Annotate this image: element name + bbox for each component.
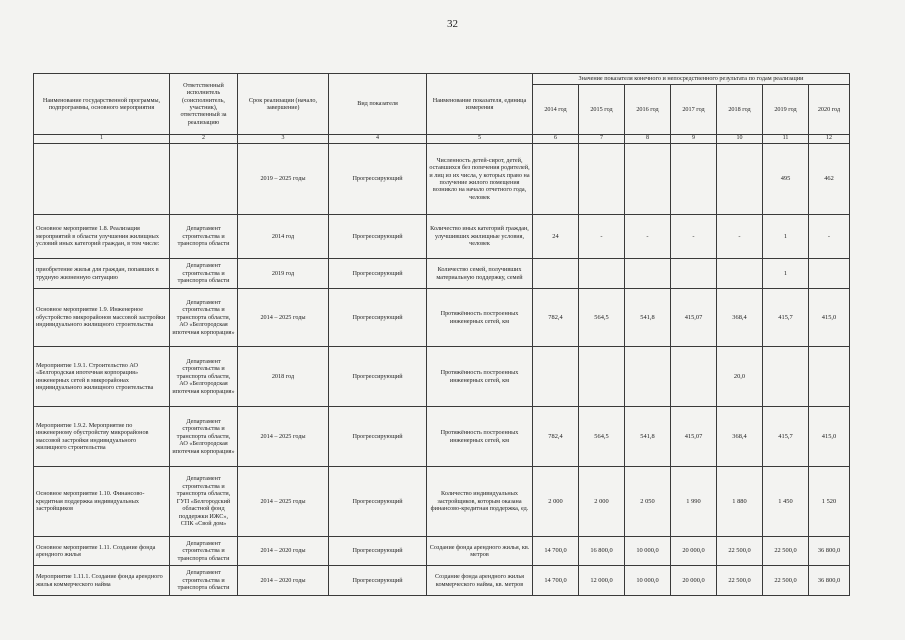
value-cell: 12 000,0: [579, 566, 625, 596]
value-cell: [671, 144, 717, 215]
value-cell: 368,4: [717, 407, 763, 467]
value-cell: 415,07: [671, 407, 717, 467]
value-cell: [671, 259, 717, 289]
value-cell: 415,07: [671, 289, 717, 347]
value-cell: 415,7: [763, 407, 809, 467]
page-number: 32: [447, 18, 458, 30]
table-row: [34, 537, 850, 566]
term: 2019 год: [238, 259, 329, 289]
indicator-name: Численность детей-сирот, детей, оставшихся без попечения родителей, и лиц из их числа, у которых право на получение жилого помещения возникло на начало отчетного года, человек: [427, 144, 533, 215]
executor: Департамент строительства и транспорта области: [170, 537, 238, 566]
value-cell: [671, 347, 717, 407]
value-cell: 782,4: [533, 407, 579, 467]
table-row: [34, 259, 850, 289]
column-number: 4: [329, 135, 427, 144]
indicator-kind: Прогрессирующий: [329, 537, 427, 566]
value-cell: 415,7: [763, 289, 809, 347]
term: 2014 – 2025 годы: [238, 467, 329, 537]
table-row: [34, 467, 850, 537]
value-cell: 368,4: [717, 289, 763, 347]
term: 2019 – 2025 годы: [238, 144, 329, 215]
value-cell: 22 500,0: [763, 566, 809, 596]
term: 2014 – 2025 годы: [238, 289, 329, 347]
value-cell: 14 700,0: [533, 537, 579, 566]
column-number: 11: [763, 135, 809, 144]
column-number: 1: [34, 135, 170, 144]
value-cell: 2 000: [579, 467, 625, 537]
indicator-name: Количество индивидуальных застройщиков, которым оказана финансово-кредитная поддержка, ед.: [427, 467, 533, 537]
header-year: 2019 год: [763, 85, 809, 135]
value-cell: 16 800,0: [579, 537, 625, 566]
table-row: [34, 289, 850, 347]
indicator-kind: Прогрессирующий: [329, 144, 427, 215]
value-cell: -: [717, 215, 763, 259]
header-year: 2015 год: [579, 85, 625, 135]
value-cell: 20,0: [717, 347, 763, 407]
column-number: 7: [579, 135, 625, 144]
header-year: 2018 год: [717, 85, 763, 135]
executor: Департамент строительства и транспорта области: [170, 259, 238, 289]
executor: Департамент строительства и транспорта области, ГУП «Белгородский областной фонд поддержки ИЖС», СПК «Свой дом»: [170, 467, 238, 537]
column-numbers-row: [34, 135, 850, 144]
indicator-name: Количество семей, получивших материальную поддержку, семей: [427, 259, 533, 289]
indicator-name: Создание фонда арендного жилья коммерческого найма, кв. метров: [427, 566, 533, 596]
value-cell: 462: [809, 144, 850, 215]
value-cell: 564,5: [579, 289, 625, 347]
term: 2014 год: [238, 215, 329, 259]
value-cell: 1: [763, 215, 809, 259]
value-cell: [579, 259, 625, 289]
value-cell: [809, 347, 850, 407]
value-cell: 564,5: [579, 407, 625, 467]
value-cell: 20 000,0: [671, 566, 717, 596]
column-number: 6: [533, 135, 579, 144]
program-name: Основное мероприятие 1.8. Реализация мероприятий в области улучшения жилищных условий иных категорий граждан, в том числе:: [34, 215, 170, 259]
value-cell: 2 000: [533, 467, 579, 537]
header-program: Наименование государственной программы, подпрограммы, основного мероприятия: [34, 74, 170, 135]
header-year: 2014 год: [533, 85, 579, 135]
value-cell: 10 000,0: [625, 566, 671, 596]
value-cell: 22 500,0: [717, 537, 763, 566]
value-cell: [579, 144, 625, 215]
value-cell: 24: [533, 215, 579, 259]
executor: [170, 144, 238, 215]
table-row: [34, 566, 850, 596]
value-cell: 782,4: [533, 289, 579, 347]
value-cell: [579, 347, 625, 407]
header-indicator-name: Наименование показателя, единица измерения: [427, 74, 533, 135]
value-cell: 22 500,0: [763, 537, 809, 566]
value-cell: -: [579, 215, 625, 259]
column-number: 12: [809, 135, 850, 144]
indicator-kind: Прогрессирующий: [329, 289, 427, 347]
value-cell: 1 450: [763, 467, 809, 537]
executor: Департамент строительства и транспорта области, АО «Белгородская ипотечная корпорация»: [170, 407, 238, 467]
value-cell: -: [625, 215, 671, 259]
executor: Департамент строительства и транспорта области, АО «Белгородская ипотечная корпорация»: [170, 289, 238, 347]
table-row: [34, 407, 850, 467]
value-cell: [717, 259, 763, 289]
indicator-kind: Прогрессирующий: [329, 467, 427, 537]
header-term: Срок реализации (начало, завершение): [238, 74, 329, 135]
header-year: 2020 год: [809, 85, 850, 135]
value-cell: 415,0: [809, 289, 850, 347]
term: 2014 – 2025 годы: [238, 407, 329, 467]
value-cell: [717, 144, 763, 215]
program-name: Основное мероприятие 1.10. Финансово-кредитная поддержка индивидуальных застройщиков: [34, 467, 170, 537]
indicator-name: Протяжённость построенных инженерных сетей, км: [427, 347, 533, 407]
column-number: 8: [625, 135, 671, 144]
value-cell: [625, 144, 671, 215]
executor: Департамент строительства и транспорта области: [170, 215, 238, 259]
indicator-kind: Прогрессирующий: [329, 347, 427, 407]
column-number: 5: [427, 135, 533, 144]
value-cell: 541,8: [625, 289, 671, 347]
value-cell: 2 050: [625, 467, 671, 537]
column-number: 9: [671, 135, 717, 144]
header-values-group: Значение показателя конечного и непосредственного результата по годам реализации: [533, 74, 850, 85]
indicator-kind: Прогрессирующий: [329, 215, 427, 259]
value-cell: [625, 347, 671, 407]
value-cell: -: [809, 215, 850, 259]
value-cell: 20 000,0: [671, 537, 717, 566]
program-name: Мероприятие 1.9.2. Мероприятие по инженерному обустройству микрорайонов массовой застройки индивидуального жилищного строительства: [34, 407, 170, 467]
column-number: 2: [170, 135, 238, 144]
value-cell: 1 520: [809, 467, 850, 537]
indicator-name: Количество иных категорий граждан, улучшивших жилищные условия, человек: [427, 215, 533, 259]
indicator-table: [33, 73, 850, 596]
value-cell: 10 000,0: [625, 537, 671, 566]
value-cell: 541,8: [625, 407, 671, 467]
value-cell: 36 800,0: [809, 537, 850, 566]
program-name: [34, 144, 170, 215]
value-cell: 22 500,0: [717, 566, 763, 596]
column-number: 3: [238, 135, 329, 144]
indicator-kind: Прогрессирующий: [329, 407, 427, 467]
table-row: [34, 144, 850, 215]
program-name: Основное мероприятие 1.9. Инженерное обустройство микрорайонов массовой застройки индивидуального жилищного строительства: [34, 289, 170, 347]
header-indicator-kind: Вид показателя: [329, 74, 427, 135]
term: 2014 – 2020 годы: [238, 566, 329, 596]
value-cell: [533, 259, 579, 289]
indicator-kind: Прогрессирующий: [329, 566, 427, 596]
column-number: 10: [717, 135, 763, 144]
term: 2018 год: [238, 347, 329, 407]
indicator-name: Протяжённость построенных инженерных сетей, км: [427, 289, 533, 347]
indicator-name: Протяжённость построенных инженерных сетей, км: [427, 407, 533, 467]
value-cell: 36 800,0: [809, 566, 850, 596]
program-name: Основное мероприятие 1.11. Создание фонда арендного жилья: [34, 537, 170, 566]
value-cell: [533, 144, 579, 215]
header-year: 2017 год: [671, 85, 717, 135]
header-year: 2016 год: [625, 85, 671, 135]
value-cell: 1 990: [671, 467, 717, 537]
value-cell: 415,0: [809, 407, 850, 467]
header-executor: Ответственный исполнитель (соисполнитель, участник), ответственный за реализацию: [170, 74, 238, 135]
value-cell: [763, 347, 809, 407]
executor: Департамент строительства и транспорта области: [170, 566, 238, 596]
value-cell: [625, 259, 671, 289]
value-cell: -: [671, 215, 717, 259]
value-cell: 1: [763, 259, 809, 289]
value-cell: 1 880: [717, 467, 763, 537]
indicator-kind: Прогрессирующий: [329, 259, 427, 289]
value-cell: 14 700,0: [533, 566, 579, 596]
term: 2014 – 2020 годы: [238, 537, 329, 566]
table-row: [34, 215, 850, 259]
executor: Департамент строительства и транспорта области, АО «Белгородская ипотечная корпорация»: [170, 347, 238, 407]
program-name: Мероприятие 1.9.1. Строительство АО «Белгородская ипотечная корпорация» инженерных сетей в микрорайонах индивидуального жилищного строительства: [34, 347, 170, 407]
value-cell: [809, 259, 850, 289]
table-row: [34, 347, 850, 407]
value-cell: 495: [763, 144, 809, 215]
value-cell: [533, 347, 579, 407]
program-name: приобретение жилья для граждан, попавших в трудную жизненную ситуацию: [34, 259, 170, 289]
program-name: Мероприятие 1.11.1. Создание фонда арендного жилья коммерческого найма: [34, 566, 170, 596]
indicator-name: Создание фонда арендного жилья, кв. метров: [427, 537, 533, 566]
